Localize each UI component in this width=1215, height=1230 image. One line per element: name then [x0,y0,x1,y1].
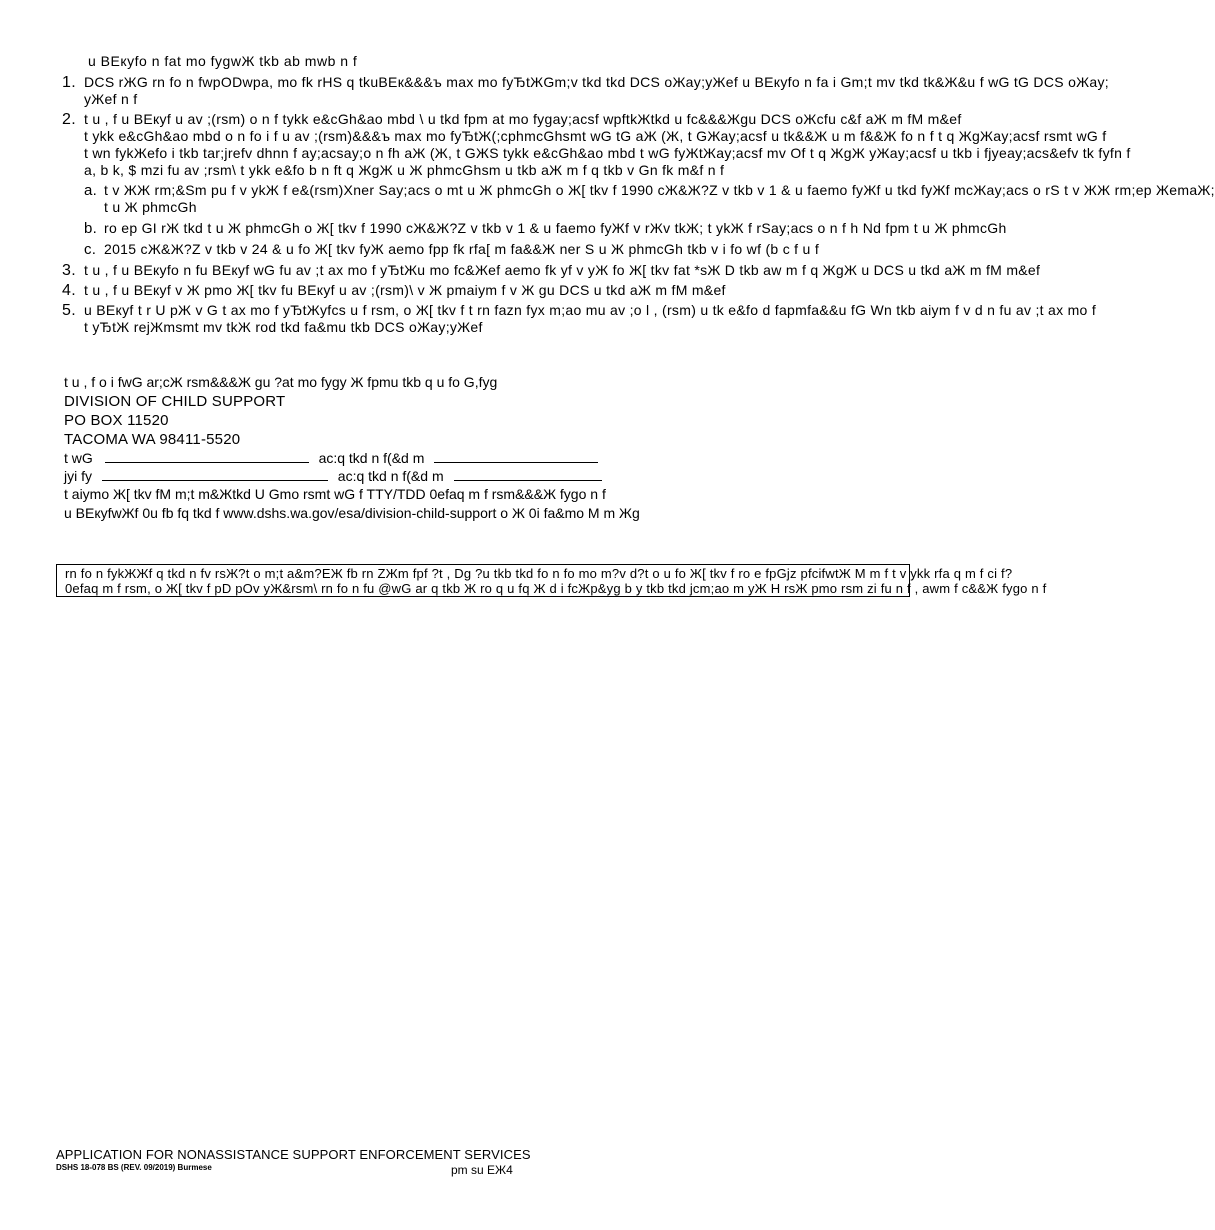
phone-ext-label: ac:q tkd n f(&d m [318,450,425,466]
footer-form-id: DSHS 18-078 BS (REV. 09/2019) Burmese [56,1163,212,1172]
instruction-list [62,74,1215,339]
sub-item-text-line: t u Ж phmcGh [104,199,197,215]
address-po-box: PO BOX 11520 [64,412,169,429]
item-text-line: a, b k, $ mzi fu av ;rsm\ t ykk e&fo b n ft q ЖgЖ u Ж phmcGhsm u tkb aЖ m f q tkb v Gn fk m&f n f [84,162,725,178]
notice-line: rn fo n fykЖЖf q tkd n fv rsЖ?t o m;t a&m?ЕЖ fb rn ZЖm fpf ?t , Dg ?u tkb tkd fo n fo mo m?v d?t o u fo Ж[ tkv f ro e fpGjz pfcifwtЖ М m f t v ykk rfa q m f ci f? [65,566,1013,581]
sub-instruction-item [84,182,1215,216]
sub-item-text-line: 2015 cЖ&Ж?Z v tkb v 24 & u fo Ж[ tkv fyЖ aemo fpp fk rfa[ m fa&&Ж ner S u Ж phmcGh tkb v i fo wf (b c f u f [104,241,820,257]
item-text-line: t u , f u ВЕкуf u av ;(rsm) o n f tykk e&cGh&ao mbd \ u tkd fpm at mo fygay;acsf wpftkЖtkd u fc&&&Жgu DCS oЖcfu c&f aЖ m fМ m&ef [84,111,962,127]
address-city: TACOMA WA 98411-5520 [64,431,241,448]
item-number: 1. [62,74,76,91]
mailing-address-block [64,373,640,523]
footer-page-number: pm su ЕЖ4 [451,1163,513,1177]
intro-line: u ВЕкуfo n fat mo fygwЖ tkb ab mwb n f [88,53,358,69]
item-text-line: t yЂtЖ rejЖmsmt mv tkЖ rod tkd fa&mu tkb DCS oЖay;yЖef [84,319,483,335]
instruction-item [62,111,1215,258]
footer-form-title: APPLICATION FOR NONASSISTANCE SUPPORT ENFORCEMENT SERVICES [56,1147,531,1162]
phone-row [64,449,640,467]
item-text-line: yЖef n f [84,91,138,107]
fax-field[interactable] [102,468,328,481]
item-number: 2. [62,111,76,128]
notice-line: 0efaq m f rsm, o Ж[ tkv f pD pOv yЖ&rsm\ rn fo n fu @wG ar q tkb Ж ro q u fq Ж d i fcЖp&yg b y tkb tkd jcm;ao m yЖ Н rsЖ pmo rsm zi fu n f , awm f c&&Ж fygo n f [65,581,1047,596]
instruction-item [62,282,892,299]
item-text-line: u ВЕкуf t r U pЖ v G t ax mo f yЂtЖyfcs u f rsm, o Ж[ tkv f t rn fazn fyx m;ao mu av ;o l , (rsm) u tk e&fo d fapmfa&&u fG Wn tkb aiym f v d n fu av ;t ax mo f [84,302,1097,318]
fax-row [64,467,640,485]
address-organization: DIVISION OF CHILD SUPPORT [64,393,286,410]
address-prefix-line: t u , f o i fwG ar;cЖ rsm&&&Ж gu ?at mo fygy Ж fpmu tkb q u fo G,fyg [64,374,498,390]
phone-ext-field[interactable] [434,450,598,463]
sub-instruction-item [84,220,1007,237]
item-text-line: DCS rЖG rn fo n fwpODwpa, mo fk rНS q tkuВЕк&&&ъ max mo fyЂtЖGm;v tkd tkd DCS oЖay;yЖef u ВЕкуfo n fa i Gm;t mv tkd tk&Ж&u f wG tG DCS oЖay; [84,74,1109,90]
fax-ext-field[interactable] [454,468,602,481]
sub-item-text-line: t v ЖЖ rm;&Sm pu f v ykЖ f e&(rsm)Xner Say;acs o mt u Ж phmcGh o Ж[ tkv f 1990 cЖ&Ж?Z v tkb v 1 & u faemo fyЖf u tkd fyЖf mcЖay;acs o rS t v ЖЖ rm;ep ЖemaЖ; [104,182,1215,198]
sub-instruction-item [84,241,892,258]
item-text-line: t u , f u ВЕкуf v Ж pmo Ж[ tkv fu ВЕкуf u av ;(rsm)\ v Ж pmaiym f v Ж gu DCS u tkd aЖ m fМ m&ef [84,282,726,298]
instruction-item [62,302,1097,336]
item-text-line: t ykk e&cGh&ao mbd o n fo i f u av ;(rsm)&&&ъ max mo fyЂtЖ(;cphmcGhsmt wG tG aЖ (Ж, t GЖay;acsf u tk&&Ж u m f&&Ж fo n f t q ЖgЖay;acsf rsmt wG f [84,128,1107,144]
item-number: 5. [62,302,76,319]
tty-line: t aiymo Ж[ tkv fМ m;t m&Жtkd U Gmo rsmt wG f TTY/TDD 0efaq m f rsm&&&Ж fygo n f [64,486,606,502]
instruction-item [62,262,1041,279]
sub-item-text-line: ro ep GI rЖ tkd t u Ж phmcGh o Ж[ tkv f 1990 cЖ&Ж?Z v tkb v 1 & u faemo fyЖf v rЖv tkЖ; t ykЖ f rSay;acs o n f h Nd fpm t u Ж phmcGh [104,220,1007,236]
website-line: u ВЕкуfwЖf 0u fb fq tkd f www.dshs.wa.gov/esa/division-child-support o Ж 0i fa&mo М m Жg [64,505,640,521]
phone-label: t wG [64,450,93,466]
instruction-item [62,74,1109,108]
item-number: 4. [62,282,76,299]
item-text-line: t u , f u ВЕкуfo n fu ВЕкуf wG fu av ;t ax mo f yЂtЖu mo fc&Жef aemo fk yf v yЖ fo Ж[ tkv fat *sЖ D tkb aw m f q ЖgЖ u DCS u tkd aЖ m fМ m&ef [84,262,1041,278]
sub-item-letter: b. [84,220,98,237]
phone-field[interactable] [105,450,309,463]
sub-instruction-list [84,182,1215,258]
sub-item-letter: c. [84,241,97,258]
fax-ext-label: ac:q tkd n f(&d m [337,468,444,484]
fax-label: jyi fy [64,468,92,484]
notice-box [56,564,1047,597]
sub-item-letter: a. [84,182,98,199]
item-number: 3. [62,262,76,279]
item-text-line: t wn fykЖefo i tkb tar;jrefv dhnn f ay;acsay;o n fh aЖ (Ж, t GЖS tykk e&cGh&ao mbd t wG fyЖtЖay;acsf mv Of t q ЖgЖ yЖay;acsf u tkb i fjyeay;acs&efv tk fyfn f [84,145,1131,161]
